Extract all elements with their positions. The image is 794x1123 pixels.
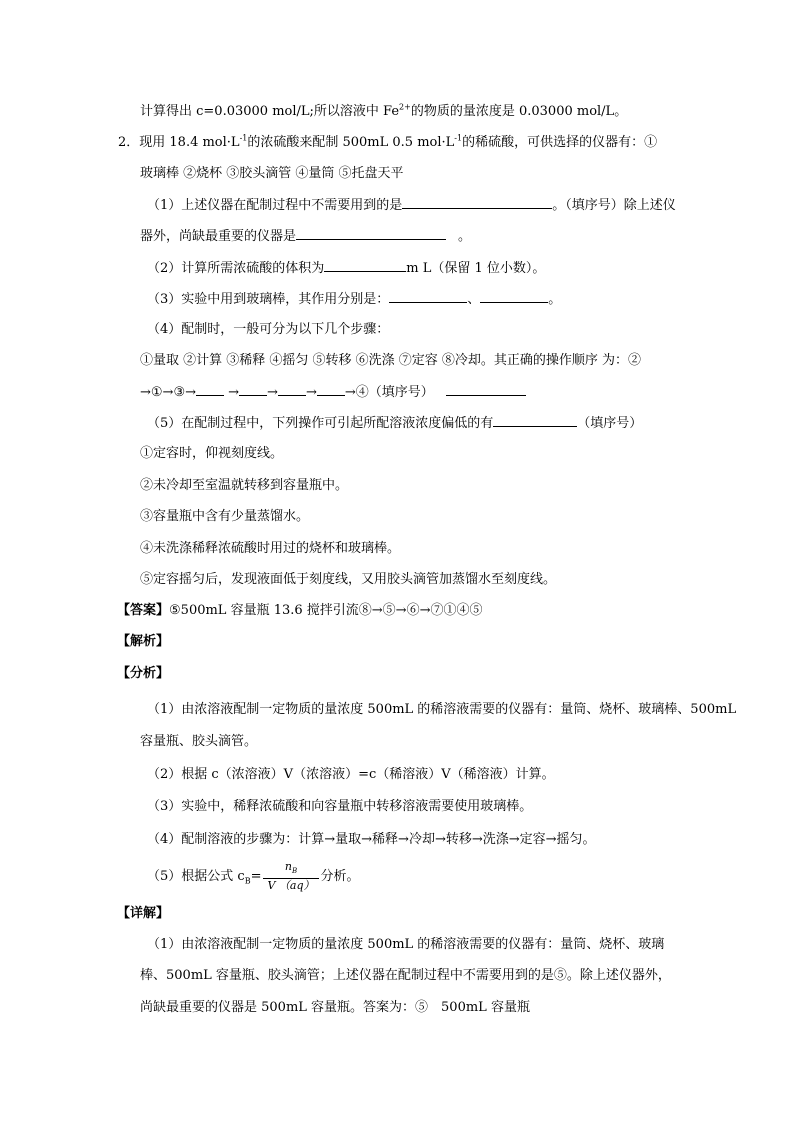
- part-2: （2）计算所需浓硫酸的体积为 m L（保留 1 位小数）。: [147, 261, 546, 276]
- option-5: ⑤定容摇匀后，发现液面低于刻度线，又用胶头滴管加蒸馏水至刻度线。: [140, 572, 557, 587]
- detail-1c: 尚缺最重要的仪器是 500mL 容量瓶。答案为：⑤ 500mL 容量瓶: [140, 1000, 530, 1015]
- answer-blank-volume[interactable]: [324, 259, 406, 272]
- order-blank-4[interactable]: [317, 383, 345, 396]
- fenxi-5: （5）根据公式 $c_B=$ $\frac{n_B}{V (aq)}$ 分析。: [147, 860, 360, 893]
- detail-1a: （1）由浓溶液配制一定物质的量浓度 500mL 的稀溶液需要的仪器有：量筒、烧杯、玻璃: [147, 937, 665, 952]
- fenxi-heading: 【分析】: [117, 666, 170, 681]
- part-4-order: →①→③→ → → → →④（填序号）: [140, 383, 526, 402]
- detail-1b: 棒、500mL 容量瓶、胶头滴管；上述仪器在配制过程中不需要用到的是⑤。除上述仪器外，: [140, 968, 671, 983]
- part-4: （4）配制时，一般可分为以下几个步骤：: [147, 322, 390, 337]
- order-blank-5[interactable]: [446, 383, 526, 396]
- option-4: ④未洗涤稀释浓硫酸时用过的烧杯和玻璃棒。: [140, 541, 401, 556]
- jiexi-heading: 【解析】: [117, 634, 170, 649]
- answer-blank-low-concentration[interactable]: [493, 414, 577, 427]
- fenxi-1a: （1）由浓溶液配制一定物质的量浓度 500mL 的稀溶液需要的仪器有：量筒、烧杯、玻璃棒、500mL: [147, 702, 737, 717]
- answer-blank-rod-use-2[interactable]: [480, 290, 548, 303]
- answer-blank-1[interactable]: [402, 196, 552, 209]
- fenxi-4: （4）配制溶液的步骤为：计算→量取→稀释→冷却→转移→洗涤→定容→摇匀。: [147, 832, 596, 847]
- answer-blank-2[interactable]: [296, 227, 446, 240]
- line-conclusion: 计算得出 c=0.03000 mol/L;所以溶液中 $Fe^{2+}$的物质的量浓度是 0.03000 mol/L。: [140, 102, 628, 119]
- part-5: （5）在配制过程中，下列操作可引起所配溶液浓度偏低的有 （填序号）: [147, 416, 643, 431]
- answer-blank-rod-use-1[interactable]: [389, 290, 467, 303]
- option-3: ③容量瓶中含有少量蒸馏水。: [140, 509, 310, 524]
- option-1: ①定容时，仰视刻度线。: [140, 446, 284, 461]
- order-blank-1[interactable]: [196, 383, 224, 396]
- question-2-instruments: 玻璃棒 ②烧杯 ③胶头滴管 ④量筒 ⑤托盘天平: [140, 166, 404, 181]
- concentration-formula: $\frac{n_B}{V (aq)}$: [263, 860, 318, 893]
- order-blank-3[interactable]: [278, 383, 306, 396]
- question-2-stem: 2．现用 18.4 $mol\cdot L^{-1}$的浓硫酸来配制 500mL 0.5 $mol\cdot L^{-1}$的稀硫酸，可供选择的仪器有：①: [118, 133, 658, 150]
- order-blank-2[interactable]: [239, 383, 267, 396]
- fenxi-1b: 容量瓶、胶头滴管。: [140, 734, 258, 749]
- part-1-line-a: （1）上述仪器在配制过程中不需要用到的是 。（填序号）除上述仪: [147, 198, 676, 213]
- part-3: （3）实验中用到玻璃棒，其作用分别是： 、 。: [147, 292, 562, 307]
- answer-line: 【答案】⑤500mL 容量瓶 13.6 搅拌引流⑧→⑤→⑥→⑦①④⑤: [117, 603, 483, 618]
- xiangjie-heading: 【详解】: [117, 906, 170, 921]
- option-2: ②未冷却至室温就转移到容量瓶中。: [140, 478, 349, 493]
- fenxi-2: （2）根据 c（浓溶液）V（浓溶液）=c（稀溶液）V（稀溶液）计算。: [147, 767, 555, 782]
- part-4-steps: ①量取 ②计算 ③稀释 ④摇匀 ⑤转移 ⑥洗涤 ⑦定容 ⑧冷却。其正确的操作顺序 为：②: [140, 353, 642, 368]
- fenxi-3: （3）实验中，稀释浓硫酸和向容量瓶中转移溶液需要使用玻璃棒。: [147, 799, 533, 814]
- part-1-line-b: 器外，尚缺最重要的仪器是 。: [140, 229, 472, 244]
